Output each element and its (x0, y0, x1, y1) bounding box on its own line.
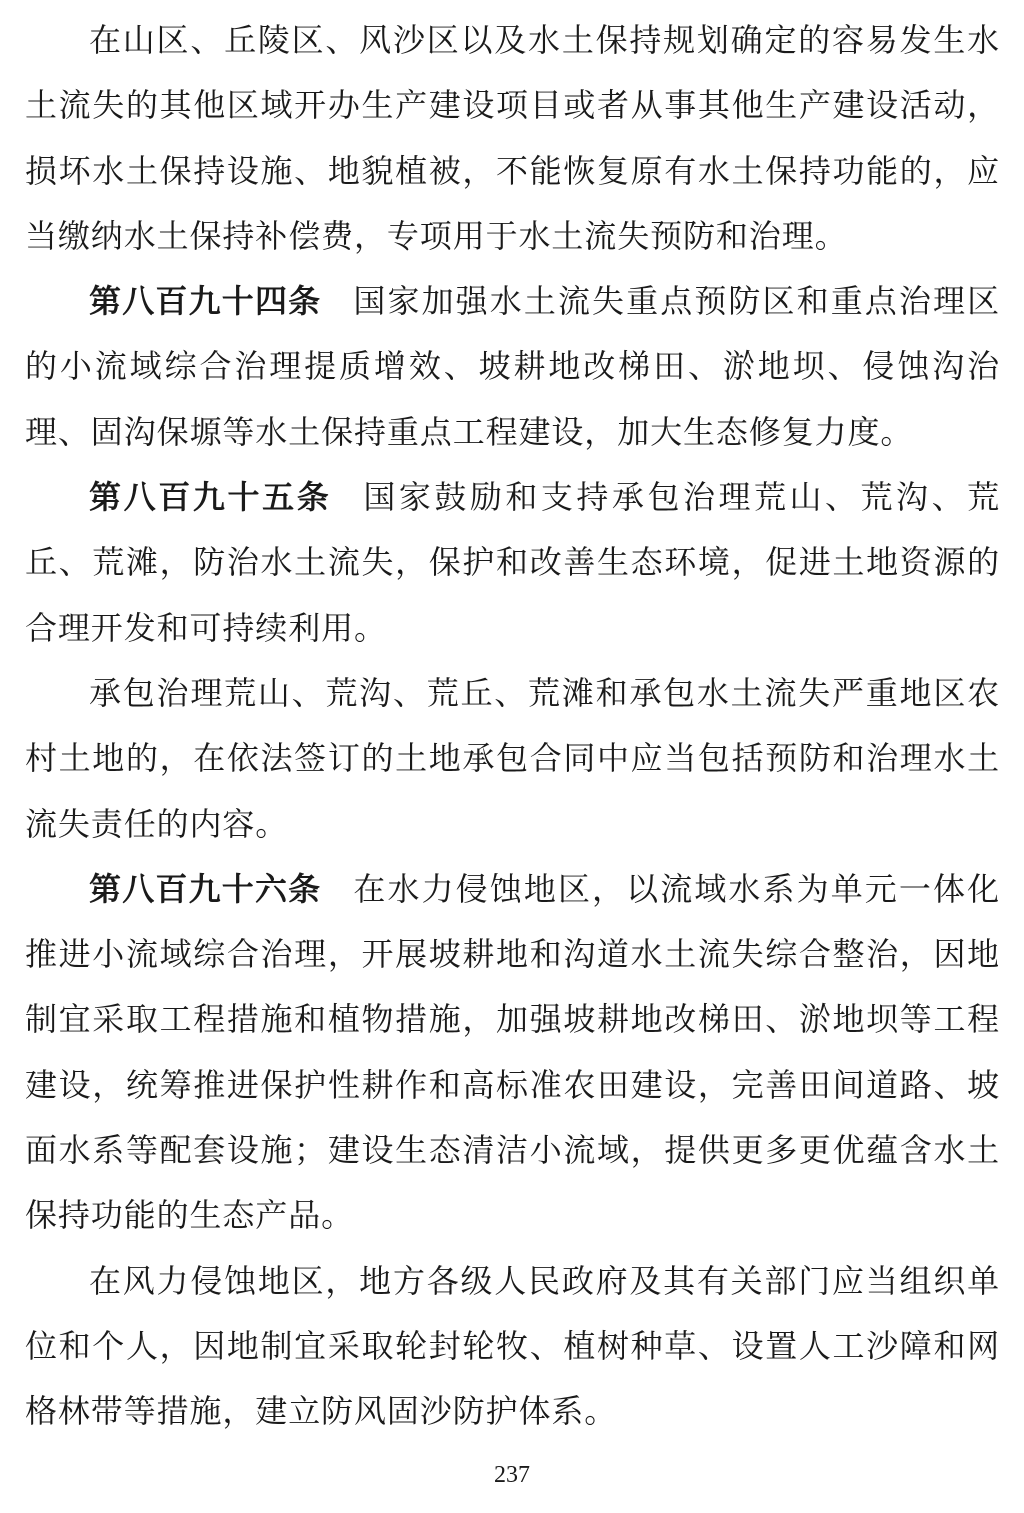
article-text: 国家加强水土流失重点预防区和重点治理区的小流域综合治理提质增效、坡耕地改梯田、淤地坝、侵蚀沟治理、固沟保塬等水土保持重点工程建设，加大生态修复力度。 (25, 282, 1000, 451)
page-number: 237 (494, 1462, 530, 1488)
article-894 (25, 269, 1000, 465)
article-896 (25, 857, 1000, 1249)
article-number: 第八百九十五条 (89, 478, 332, 517)
article-text: 在水力侵蚀地区，以流域水系为单元一体化推进小流域综合治理，开展坡耕地和沟道水土流失综合整治，因地制宜采取工程措施和植物措施，加强坡耕地改梯田、淤地坝等工程建设，统筹推进保护性耕作和高标准农田建设，完善田间道路、坡面水系等配套设施；建设生态清洁小流域，提供更多更优蕴含水土保持功能的生态产品。 (25, 869, 1000, 1235)
article-number: 第八百九十四条 (89, 282, 322, 321)
paragraph-compensation-fee (25, 0, 1000, 269)
paragraph-contracting (25, 661, 1000, 857)
paragraph-wind-erosion (25, 1249, 1000, 1445)
document-body (25, 0, 1000, 1445)
paragraph-text: 承包治理荒山、荒沟、荒丘、荒滩和承包水土流失严重地区农村土地的，在依法签订的土地承包合同中应当包括预防和治理水土流失责任的内容。 (25, 673, 1000, 843)
paragraph-text: 在山区、丘陵区、风沙区以及水土保持规划确定的容易发生水土流失的其他区域开办生产建设项目或者从事其他生产建设活动，损坏水土保持设施、地貌植被，不能恢复原有水土保持功能的，应当缴纳水土保持补偿费，专项用于水土流失预防和治理。 (25, 21, 1000, 255)
article-text: 国家鼓励和支持承包治理荒山、荒沟、荒丘、荒滩，防治水土流失，保护和改善生态环境，促进土地资源的合理开发和可持续利用。 (25, 478, 1000, 647)
article-number: 第八百九十六条 (89, 869, 322, 908)
paragraph-text: 在风力侵蚀地区，地方各级人民政府及其有关部门应当组织单位和个人，因地制宜采取轮封轮牧、植树种草、设置人工沙障和网格林带等措施，建立防风固沙防护体系。 (25, 1261, 1000, 1431)
article-895 (25, 465, 1000, 661)
